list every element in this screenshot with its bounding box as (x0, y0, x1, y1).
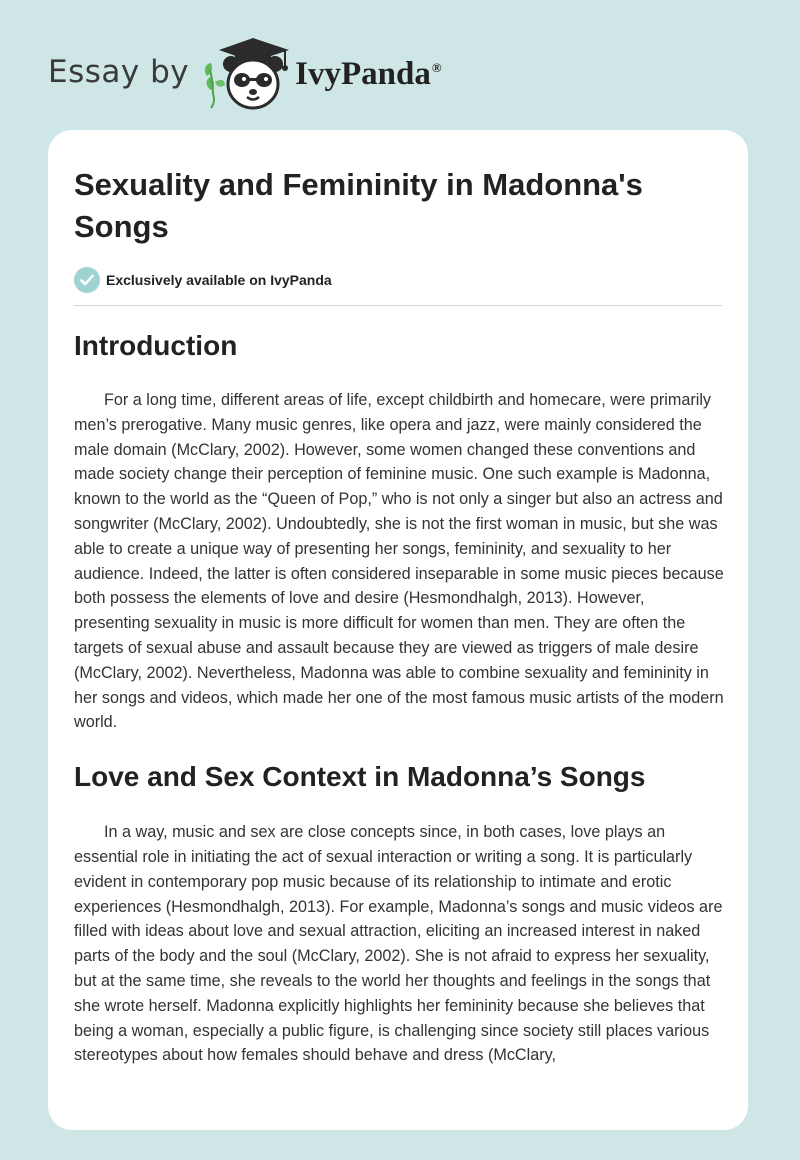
section-body-introduction: For a long time, different areas of life, except childbirth and homecare, were primarily men’s prerogative. Many music genres, like opera and jazz, were mainly considered the male domain (McClary, 2002). However, some women changed these conventions and made society change their perception of feminine music. One such example is Madonna, known to the world as the “Queen of Pop,” who is not only a singer but also an actress and songwriter (McClary, 2002). Undoubtedly, she is not the first woman in music, but she was able to create a unique way of presenting her songs, femininity, and sexuality to her audience. Indeed, the latter is often considered inseparable in some music pieces because both possess the elements of love and desire (Hesmondhalgh, 2013). However, presenting sexuality in music is more difficult for women than men. They are often the targets of sexual abuse and assault because they are viewed as triggers of male desire (McClary, 2002). Nevertheless, Madonna was able to combine sexuality and femininity in her songs and videos, which made her one of the most famous music artists of the modern world. (74, 391, 724, 732)
brand-text: IvyPanda (295, 55, 431, 92)
exclusive-label: Exclusively available on IvyPanda (106, 272, 332, 288)
brand-name[interactable] (295, 56, 441, 93)
section-body-love-and-sex: In a way, music and sex are close concepts since, in both cases, love plays an essential role in initiating the act of sexual interaction or writing a song. It is particularly evident in contemporary pop music because of its relationship to intimate and erotic experiences (Hesmondhalgh, 2013). For example, Madonna’s songs and music videos are filled with ideas about love and sexual attraction, eliciting an increased interest in naked parts of the body and the soul (McClary, 2002). She is not afraid to express her sexuality, but at the same time, she reveals to the world her thoughts and feelings in the songs that she wrote herself. Madonna explicitly highlights her femininity because she believes that being a woman, especially a public figure, is challenging since society still places various stereotypes about how females should behave and dress (McClary, (74, 823, 723, 1065)
section-heading-love-and-sex: Love and Sex Context in Madonna’s Songs (74, 761, 646, 793)
essay-by-label: Essay by (48, 54, 190, 90)
title-divider (74, 305, 722, 306)
exclusive-badge (74, 266, 722, 294)
essay-card (48, 130, 748, 1130)
registered-mark: ® (431, 59, 442, 75)
panda-graduate-logo-icon[interactable] (201, 32, 293, 112)
section-heading-introduction: Introduction (74, 330, 238, 361)
essay-title: Sexuality and Femininity in Madonna's Songs (74, 167, 643, 244)
check-circle-icon (74, 267, 100, 293)
site-header (48, 32, 442, 112)
